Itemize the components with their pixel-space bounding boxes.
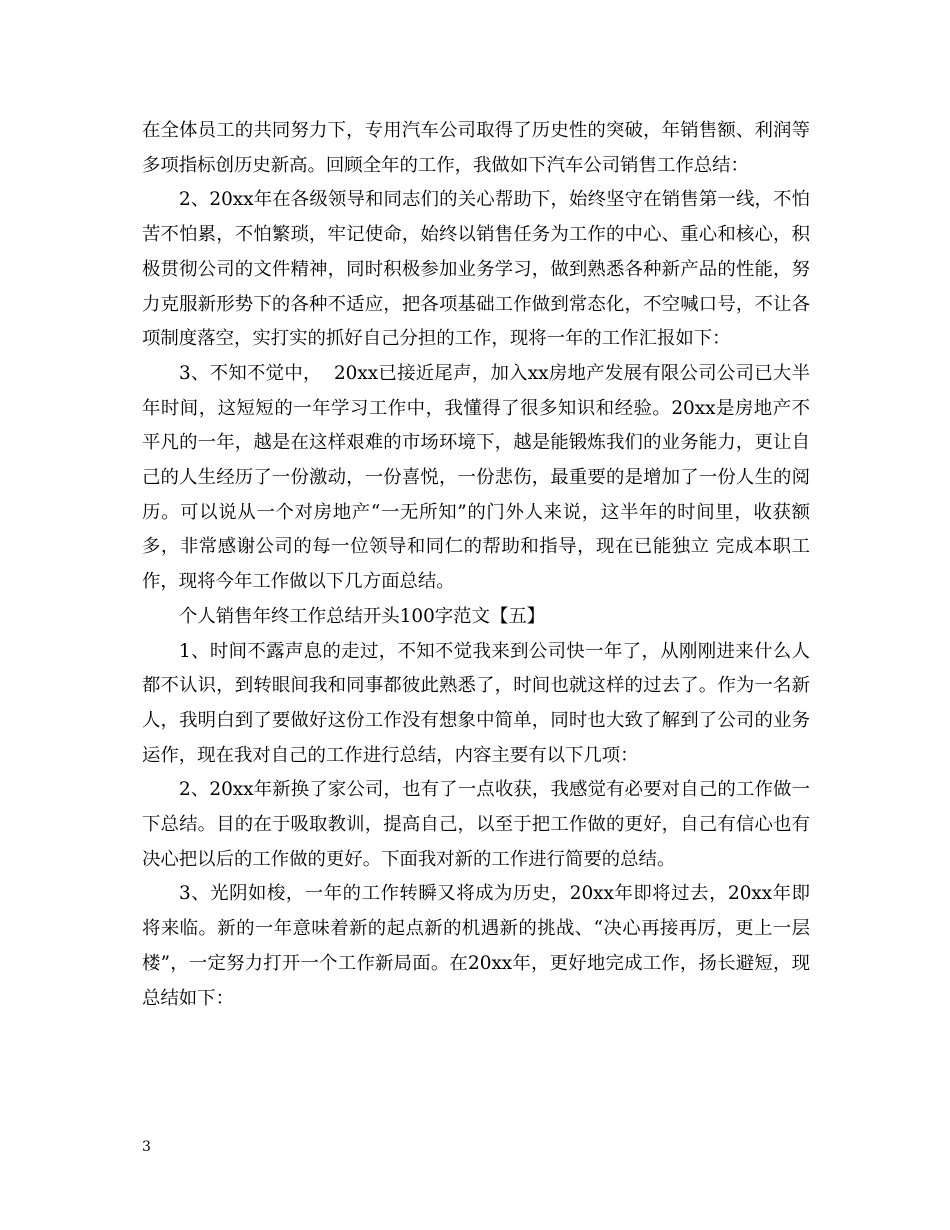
paragraph-item-3-real-estate: 3、不知不觉中， 20xx已接近尾声，加入xx房地产发展有限公司公司已大半年时间，这短短的一年学习工作中，我懂得了很多知识和经验。20xx是房地产不平凡的一年，越是在这样艰难的市场环境下，越是能锻炼我们的业务能力，更让自己的人生经历了一份激动，一份喜悦，一份悲伤，最重要的是增加了一份人生的阅历。可以说从一个对房地产“一无所知”的门外人来说，这半年的时间里，收获额多，非常感谢公司的每一位领导和同仁的帮助和指导，现在已能独立 完成本职工作，现将今年工作做以下几方面总结。 [142,362,810,593]
section-heading: 个人销售年终工作总结开头100字范文【五】 [179,605,546,627]
paragraph-item-3-new-year: 3、光阴如梭，一年的工作转瞬又将成为历史，20xx年即将过去，20xx年即将来临。新的一年意味着新的起点新的机遇新的挑战、“决心再接再厉，更上一层楼”，一定努力打开一个工作新局面。在20xx年，更好地完成工作，扬长避短，现总结如下： [142,883,810,1009]
document-body [142,114,810,1016]
page-number: 3 [142,1139,151,1155]
paragraph-item-2-sales-frontline: 2、20xx年在各级领导和同志们的关心帮助下，始终坚守在销售第一线，不怕苦不怕累，不怕繁琐，牢记使命，始终以销售任务为工作的中心、重心和核心，积极贯彻公司的文件精神，同时积极参加业务学习，做到熟悉各种新产品的性能，努力克服新形势下的各种不适应，把各项基础工作做到常态化，不空喊口号，不让各项制度落空，实打实的抓好自己分担的工作，现将一年的工作汇报如下： [142,189,810,350]
paragraph-item-1-new-employee: 1、时间不露声息的走过，不知不觉我来到公司快一年了，从刚刚进来什么人都不认识，到转眼间我和同事都彼此熟悉了，时间也就这样的过去了。作为一名新人，我明白到了要做好这份工作没有想象中简单，同时也大致了解到了公司的业务运作，现在我对自己的工作进行总结，内容主要有以下几项： [142,640,810,766]
paragraph-item-2-new-company: 2、20xx年新换了家公司，也有了一点收获，我感觉有必要对自己的工作做一下总结。目的在于吸取教训，提高自己，以至于把工作做的更好，自己有信心也有决心把以后的工作做的更好。下面我对新的工作进行简要的总结。 [142,779,810,870]
paragraph-intro: 在全体员工的共同努力下，专用汽车公司取得了历史性的突破，年销售额、利润等多项指标创历史新高。回顾全年的工作，我做如下汽车公司销售工作总结： [142,120,810,176]
